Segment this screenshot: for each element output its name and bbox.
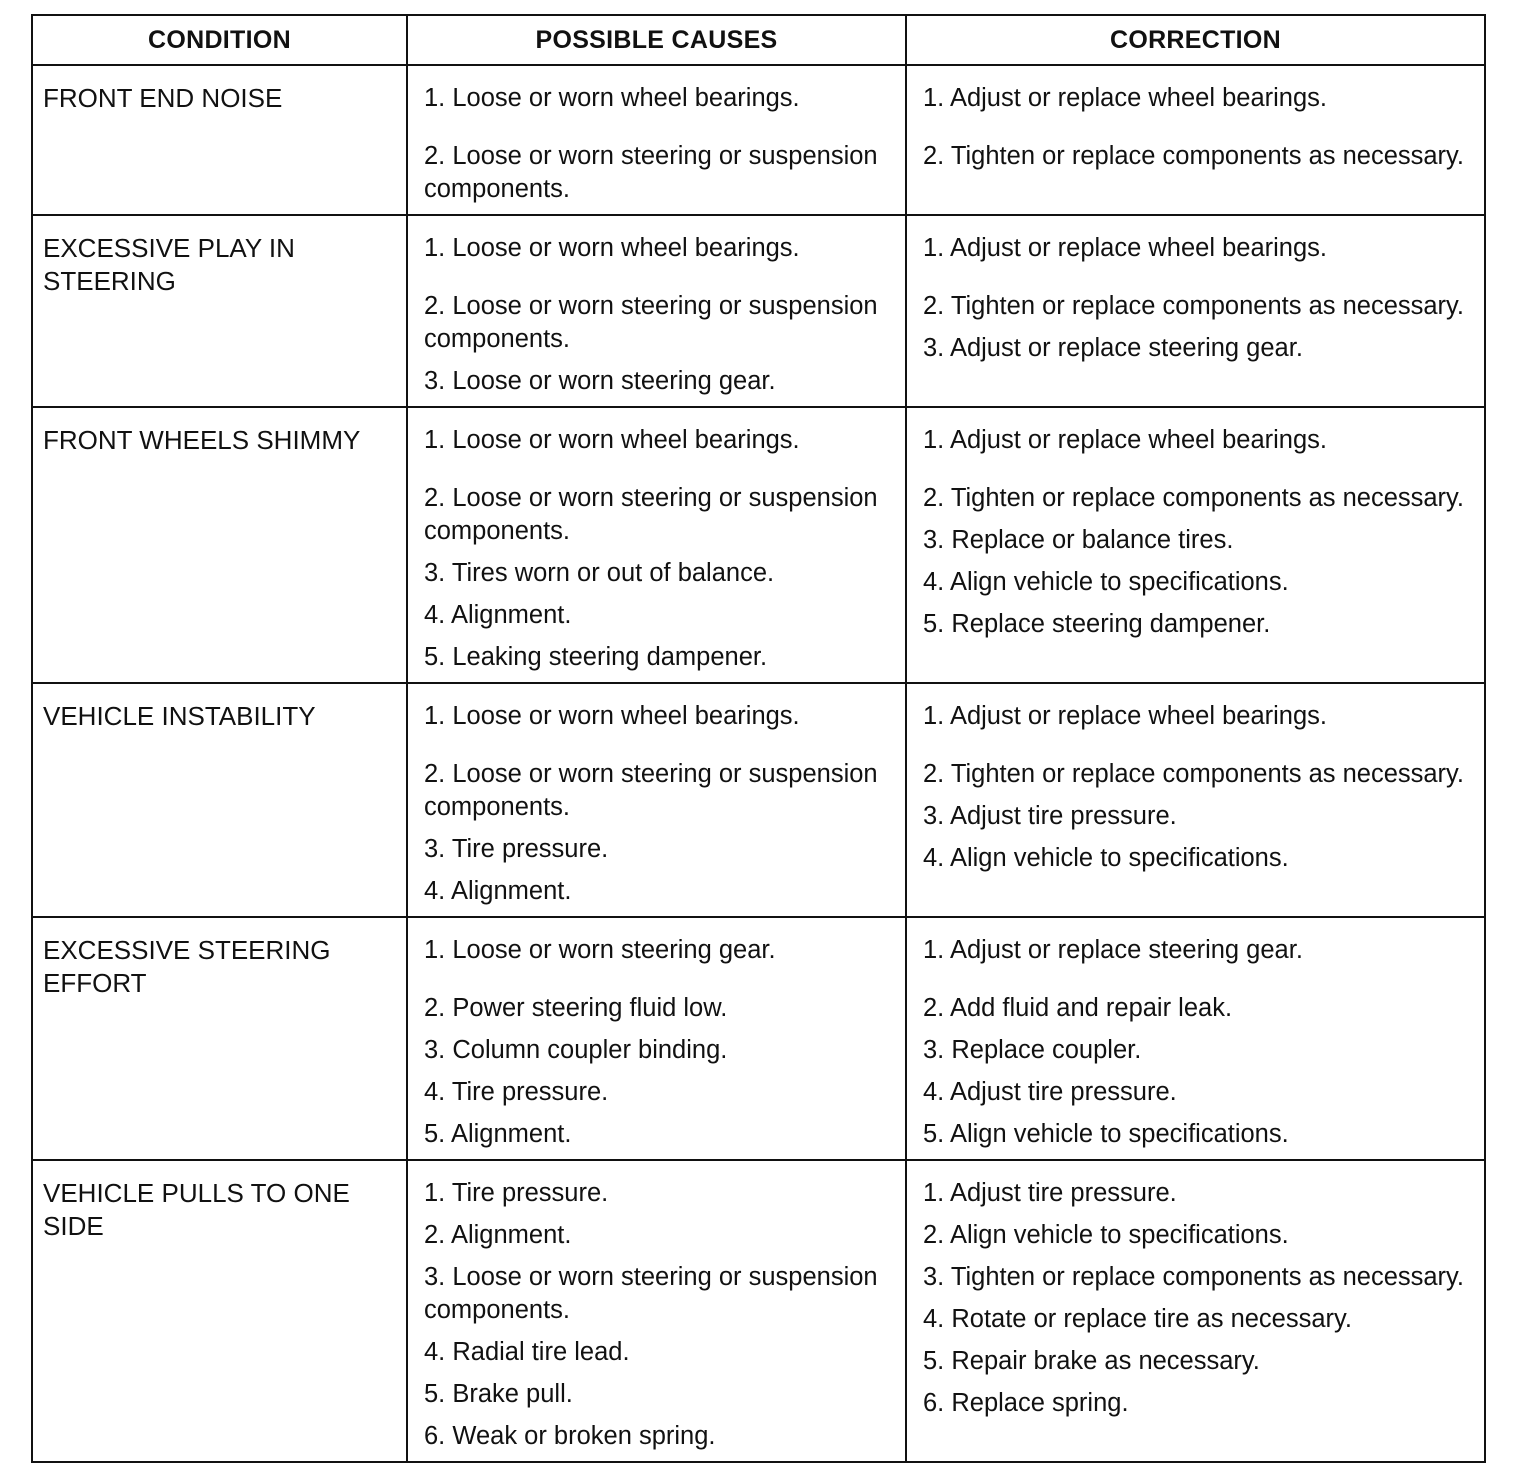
cause-item: 2. Alignment. [424,1221,572,1249]
correction-item: 1. Adjust or replace wheel bearings. [923,234,1327,262]
correction-cell [906,215,1485,407]
possible-causes-cell [407,1160,906,1462]
correction-item: 5. Align vehicle to specifications. [923,1120,1289,1148]
cause-item: 4. Alignment. [424,877,572,905]
correction-cell [906,1160,1485,1462]
correction-item: 2. Add fluid and repair leak. [923,994,1233,1022]
possible-causes-cell [407,215,906,407]
correction-item: 2. Tighten or replace components as necessary. [923,292,1464,320]
cause-item: 2. Power steering fluid low. [424,994,728,1022]
condition-cell: FRONT WHEELS SHIMMY [32,407,407,683]
condition-cell: EXCESSIVE PLAY IN STEERING [32,215,407,407]
correction-item: 2. Tighten or replace components as necessary. [923,760,1464,788]
correction-item: 1. Adjust or replace wheel bearings. [923,702,1327,730]
header-row [32,15,1485,65]
correction-cell [906,917,1485,1160]
cause-item: 2. Loose or worn steering or suspension components. [424,292,878,353]
correction-cell [906,407,1485,683]
table-row [32,1160,1485,1462]
correction-item: 1. Adjust or replace wheel bearings. [923,84,1327,112]
correction-item: 4. Adjust tire pressure. [923,1078,1177,1106]
correction-item: 5. Replace steering dampener. [923,610,1271,638]
cause-item: 1. Loose or worn wheel bearings. [424,702,800,730]
correction-item: 1. Adjust tire pressure. [923,1179,1177,1207]
correction-item: 3. Replace or balance tires. [923,526,1234,554]
correction-cell [906,65,1485,215]
correction-item: 6. Replace spring. [923,1389,1129,1417]
table-row [32,215,1485,407]
table-row [32,683,1485,917]
correction-item: 2. Tighten or replace components as necessary. [923,142,1464,170]
cause-item: 3. Tires worn or out of balance. [424,559,775,587]
condition-cell: EXCESSIVE STEERING EFFORT [32,917,407,1160]
possible-causes-cell [407,683,906,917]
cause-item: 5. Alignment. [424,1120,572,1148]
correction-item: 3. Adjust or replace steering gear. [923,334,1303,362]
correction-item: 2. Align vehicle to specifications. [923,1221,1289,1249]
condition-cell: VEHICLE PULLS TO ONE SIDE [32,1160,407,1462]
header-correction: CORRECTION [906,15,1485,65]
cause-item: 4. Alignment. [424,601,572,629]
table-row [32,65,1485,215]
cause-item: 5. Brake pull. [424,1380,573,1408]
header-condition: CONDITION [32,15,407,65]
condition-cell: FRONT END NOISE [32,65,407,215]
correction-item: 3. Replace coupler. [923,1036,1142,1064]
correction-item: 1. Adjust or replace wheel bearings. [923,426,1327,454]
correction-item: 5. Repair brake as necessary. [923,1347,1260,1375]
cause-item: 2. Loose or worn steering or suspension components. [424,142,878,203]
cause-item: 1. Loose or worn steering gear. [424,936,776,964]
correction-cell [906,683,1485,917]
correction-item: 2. Tighten or replace components as necessary. [923,484,1464,512]
possible-causes-cell [407,917,906,1160]
correction-item: 4. Rotate or replace tire as necessary. [923,1305,1352,1333]
cause-item: 1. Loose or worn wheel bearings. [424,426,800,454]
cause-item: 3. Tire pressure. [424,835,609,863]
condition-cell: VEHICLE INSTABILITY [32,683,407,917]
correction-item: 3. Adjust tire pressure. [923,802,1177,830]
diagnosis-table [31,14,1486,1463]
cause-item: 5. Leaking steering dampener. [424,643,768,671]
cause-item: 4. Radial tire lead. [424,1338,630,1366]
cause-item: 2. Loose or worn steering or suspension components. [424,484,878,545]
correction-item: 1. Adjust or replace steering gear. [923,936,1303,964]
cause-item: 3. Loose or worn steering or suspension components. [424,1263,878,1324]
cause-item: 1. Loose or worn wheel bearings. [424,234,800,262]
correction-item: 4. Align vehicle to specifications. [923,568,1289,596]
cause-item: 4. Tire pressure. [424,1078,609,1106]
possible-causes-cell [407,65,906,215]
possible-causes-cell [407,407,906,683]
cause-item: 1. Loose or worn wheel bearings. [424,84,800,112]
header-possible-causes: POSSIBLE CAUSES [407,15,906,65]
table-row [32,917,1485,1160]
correction-item: 3. Tighten or replace components as necessary. [923,1263,1464,1291]
cause-item: 6. Weak or broken spring. [424,1422,716,1450]
cause-item: 3. Column coupler binding. [424,1036,728,1064]
cause-item: 3. Loose or worn steering gear. [424,367,776,395]
correction-item: 4. Align vehicle to specifications. [923,844,1289,872]
cause-item: 1. Tire pressure. [424,1179,609,1207]
table-row [32,407,1485,683]
cause-item: 2. Loose or worn steering or suspension components. [424,760,878,821]
